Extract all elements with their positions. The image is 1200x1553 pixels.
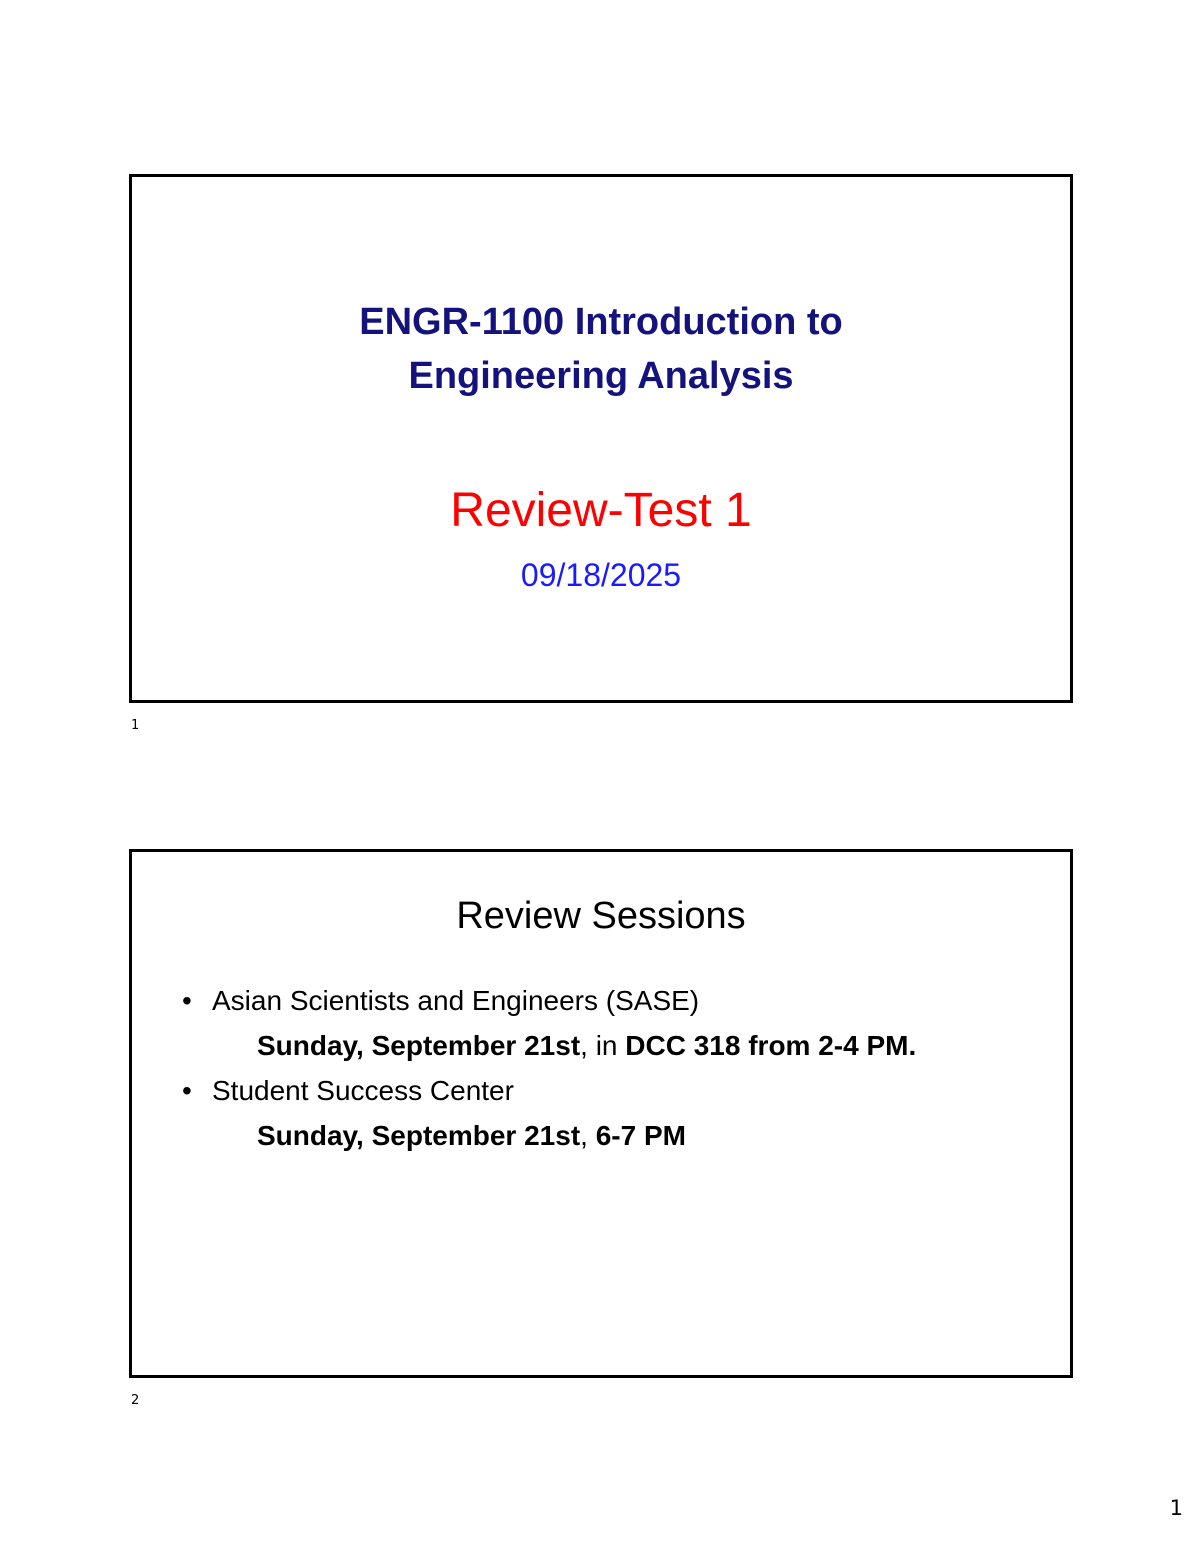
slide-2-number: 2 — [131, 1393, 140, 1408]
bullet-detail-separator: , in — [580, 1030, 626, 1061]
bullet-text: Student Success Center — [212, 1075, 514, 1106]
bullet-list — [182, 978, 1050, 1158]
slide-1-subtitle: Review-Test 1 — [450, 484, 752, 537]
bullet-item — [182, 1068, 1050, 1113]
slide-1 — [129, 174, 1073, 703]
bullet-marker: • — [182, 1075, 192, 1106]
slide-1-title — [132, 295, 1070, 403]
slide-2-title: Review Sessions — [456, 895, 746, 937]
slide-1-number: 1 — [131, 718, 140, 733]
bullet-detail — [182, 1023, 1050, 1068]
slide-1-title-line-2: Engineering Analysis — [408, 355, 794, 397]
slide-2 — [129, 849, 1073, 1378]
bullet-marker: • — [182, 985, 192, 1016]
bullet-detail-time: 6-7 PM — [595, 1120, 686, 1151]
bullet-item — [182, 978, 1050, 1023]
slide-1-title-line-1: ENGR-1100 Introduction to — [359, 301, 843, 343]
slide-1-date: 09/18/2025 — [520, 557, 682, 593]
bullet-detail-date: Sunday, September 21st — [257, 1030, 581, 1061]
bullet-detail-date: Sunday, September 21st — [257, 1120, 581, 1151]
bullet-detail-separator: , — [580, 1120, 596, 1151]
bullet-detail — [182, 1113, 1050, 1158]
page-number: 1 — [1169, 1496, 1183, 1520]
bullet-text: Asian Scientists and Engineers (SASE) — [212, 985, 700, 1016]
bullet-detail-location-time: DCC 318 from 2-4 PM. — [625, 1030, 917, 1061]
